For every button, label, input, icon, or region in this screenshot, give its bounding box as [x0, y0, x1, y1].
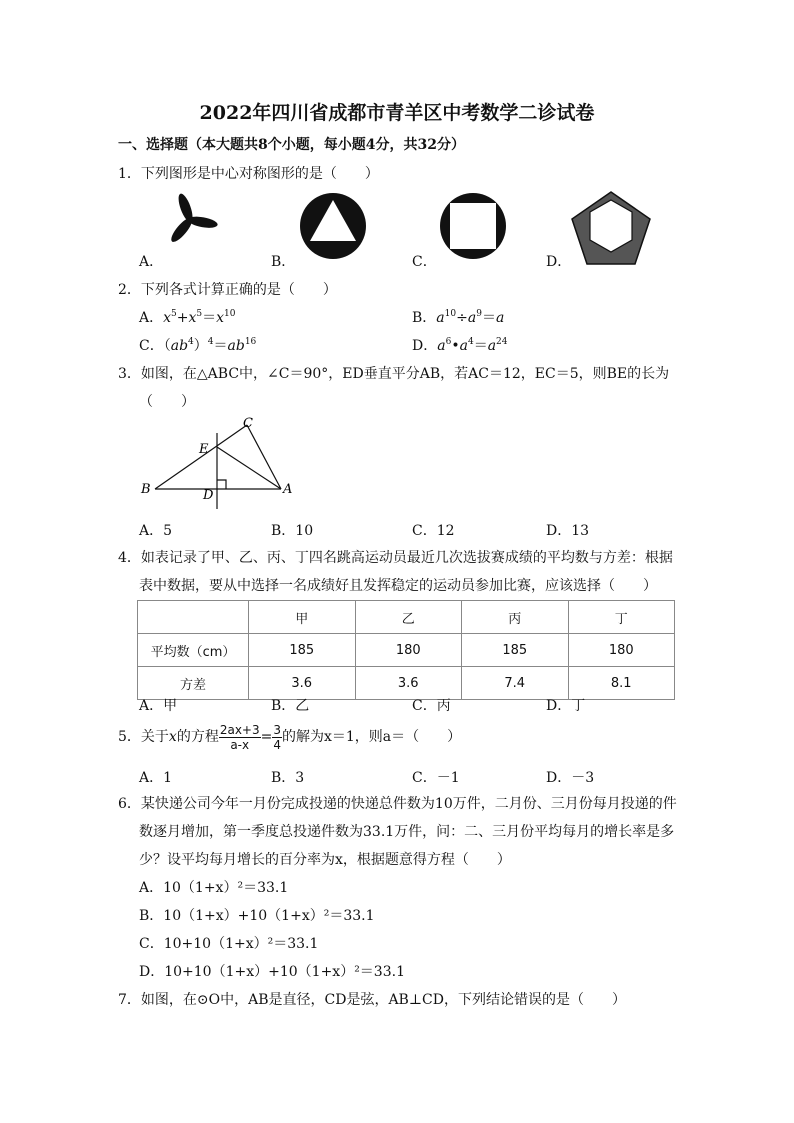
q4-stats-table [137, 600, 675, 700]
q1-option-a: A． [139, 254, 164, 270]
q3-option-d: D．13 [546, 523, 590, 539]
q1-option-c: C． [412, 254, 437, 270]
q1-option-d: D． [546, 254, 572, 270]
q6-option-a: A．10（1+x）²＝33.1 [139, 880, 289, 896]
section-heading: 一、选择题（本大题共8个小题，每小题4分，共32分） [118, 137, 465, 153]
q6-option-c: C．10+10（1+x）²＝33.1 [139, 936, 319, 952]
q1-text: 1．下列图形是中心对称图形的是（ ） [118, 166, 379, 182]
q3-option-b: B．10 [271, 523, 314, 539]
label-d: D [203, 488, 214, 503]
table-row [138, 634, 675, 667]
row-label-mean: 平均数（cm） [138, 634, 249, 667]
q1-figure-d-pentagon-hexagon-icon [570, 190, 652, 266]
table-cell: 3.6 [249, 667, 356, 700]
q5-fraction-left: $\frac{2ax+3}{a-x}$ [219, 722, 260, 752]
q5-option-b: B．3 [271, 770, 305, 786]
table-cell: 8.1 [568, 667, 675, 700]
q7-text: 7．如图，在⊙O中，AB是直径，CD是弦，AB⊥CD，下列结论错误的是（ ） [118, 992, 626, 1008]
q1-figure-b-circle-triangle-icon [298, 192, 368, 262]
q4-option-b: B．乙 [271, 698, 310, 714]
q3-text-line1: 3．如图，在△ABC中，∠C＝90°，ED垂直平分AB，若AC＝12，EC＝5，则BE的长为 [118, 366, 670, 382]
table-cell: 185 [249, 634, 356, 667]
table-cell: 180 [355, 634, 462, 667]
right-angle-mark [217, 480, 226, 489]
q4-option-c: C．丙 [412, 698, 451, 714]
q1-option-b: B． [271, 254, 296, 270]
table-header-cell: 丁 [568, 601, 675, 634]
table-header-cell: 丙 [462, 601, 569, 634]
table-cell: 3.6 [355, 667, 462, 700]
table-header-row [138, 601, 675, 634]
q4-option-a: A．甲 [139, 698, 178, 714]
q6-option-b: B．10（1+x）+10（1+x）²＝33.1 [139, 908, 375, 924]
q5-fraction-right: $\frac{3}{4}$ [273, 722, 281, 752]
q6-text-line2: 数逐月增加，第一季度总投递件数为33.1万件，问：二、三月份平均每月的增长率是多 [139, 824, 675, 840]
q2-option-a: A．$x^5+x^5=x^{10}$ [139, 309, 236, 326]
q5-text: 5．关于x的方程 $\frac{2ax+3}{a-x}$ = $\frac{3}{4}$ 的解为x＝1，则a＝（ ） [118, 722, 462, 752]
segment-ca [247, 425, 281, 489]
row-label-variance: 方差 [138, 667, 249, 700]
label-b: B [141, 482, 151, 497]
table-header-cell: 乙 [355, 601, 462, 634]
table-cell: 7.4 [462, 667, 569, 700]
q4-text-line2: 表中数据，要从中选择一名成绩好且发挥稳定的运动员参加比赛，应该选择（ ） [139, 578, 657, 594]
q3-text-line2: （ ） [139, 394, 195, 410]
table-header-cell: 甲 [249, 601, 356, 634]
table-cell: 180 [568, 634, 675, 667]
q5-option-d: D．－3 [546, 770, 595, 786]
page-title: 2022年四川省成都市青羊区中考数学二诊试卷 [199, 102, 595, 124]
table-row [138, 667, 675, 700]
label-e: E [199, 442, 209, 457]
q1-figure-c-circle-square-icon [438, 192, 508, 262]
q4-text-line1: 4．如表记录了甲、乙、丙、丁四名跳高运动员最近几次选拔赛成绩的平均数与方差：根据 [118, 550, 673, 566]
q5-option-c: C．－1 [412, 770, 460, 786]
q5-option-a: A．1 [139, 770, 173, 786]
q2-option-d: D．$a^6•a^4=a^{24}$ [412, 337, 508, 354]
q1-figure-a-propeller-icon [160, 192, 220, 252]
q2-option-c: C．$(ab^4)^4=ab^{16}$ [139, 337, 257, 354]
q6-text-line1: 6．某快递公司今年一月份完成投递的快递总件数为10万件，二月份、三月份每月投递的件 [118, 796, 677, 812]
label-a: A [283, 482, 293, 497]
q6-text-line3: 少？设平均每月增长的百分率为x，根据题意得方程（ ） [139, 852, 511, 868]
q3-option-a: A．5 [139, 523, 173, 539]
q2-text: 2．下列各式计算正确的是（ ） [118, 282, 337, 298]
q6-option-d: D．10+10（1+x）+10（1+x）²＝33.1 [139, 964, 405, 980]
q3-triangle-figure [135, 413, 305, 513]
segment-ea [217, 447, 281, 489]
table-cell: 185 [462, 634, 569, 667]
q2-option-b: B．$a^{10}\div a^9=a$ [412, 309, 505, 326]
table-header-cell [138, 601, 249, 634]
q3-option-c: C．12 [412, 523, 455, 539]
q4-option-d: D．丁 [546, 698, 586, 714]
label-c: C [243, 416, 253, 431]
